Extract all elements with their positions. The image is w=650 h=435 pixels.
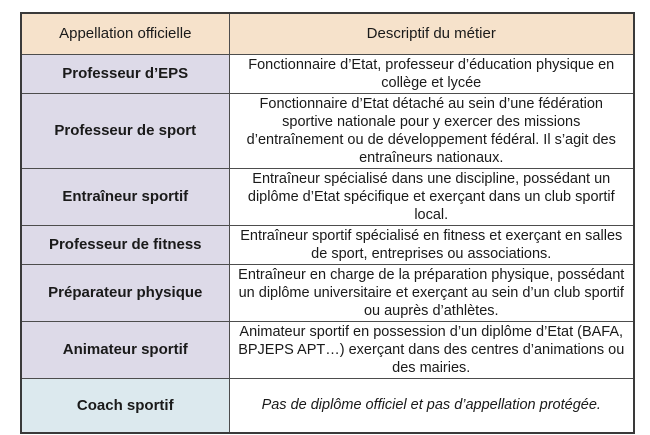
profession-name: Animateur sportif bbox=[21, 321, 229, 378]
profession-description: Entraîneur sportif spécialisé en fitness et exerçant en salles de sport, entreprises ou associations. bbox=[229, 225, 634, 264]
profession-name: Entraîneur sportif bbox=[21, 168, 229, 225]
profession-name: Coach sportif bbox=[21, 378, 229, 433]
profession-table bbox=[20, 12, 635, 434]
table-row bbox=[21, 264, 634, 321]
col-header-descriptif: Descriptif du métier bbox=[229, 13, 634, 54]
table-row bbox=[21, 168, 634, 225]
table-row bbox=[21, 378, 634, 433]
profession-description: Animateur sportif en possession d’un diplôme d’Etat (BAFA, BPJEPS APT…) exerçant dans des centres d’animations ou des mairies. bbox=[229, 321, 634, 378]
table-row bbox=[21, 54, 634, 93]
col-header-appellation: Appellation officielle bbox=[21, 13, 229, 54]
table-row bbox=[21, 321, 634, 378]
profession-name: Professeur d’EPS bbox=[21, 54, 229, 93]
profession-description: Entraîneur spécialisé dans une discipline, possédant un diplôme d’Etat spécifique et exerçant dans un club sportif local. bbox=[229, 168, 634, 225]
header-row bbox=[21, 13, 634, 54]
profession-description: Pas de diplôme officiel et pas d’appellation protégée. bbox=[229, 378, 634, 433]
profession-description: Entraîneur en charge de la préparation physique, possédant un diplôme universitaire et exerçant au sein d’un club sportif ou auprès d’athlètes. bbox=[229, 264, 634, 321]
profession-name: Préparateur physique bbox=[21, 264, 229, 321]
profession-description: Fonctionnaire d’Etat détaché au sein d’une fédération sportive nationale pour y exercer des missions d’entraînement ou de développement fédéral. Il s’agit des entraîneurs nationaux. bbox=[229, 93, 634, 168]
profession-description: Fonctionnaire d’Etat, professeur d’éducation physique en collège et lycée bbox=[229, 54, 634, 93]
profession-name: Professeur de fitness bbox=[21, 225, 229, 264]
table-row bbox=[21, 225, 634, 264]
profession-name: Professeur de sport bbox=[21, 93, 229, 168]
table-row bbox=[21, 93, 634, 168]
